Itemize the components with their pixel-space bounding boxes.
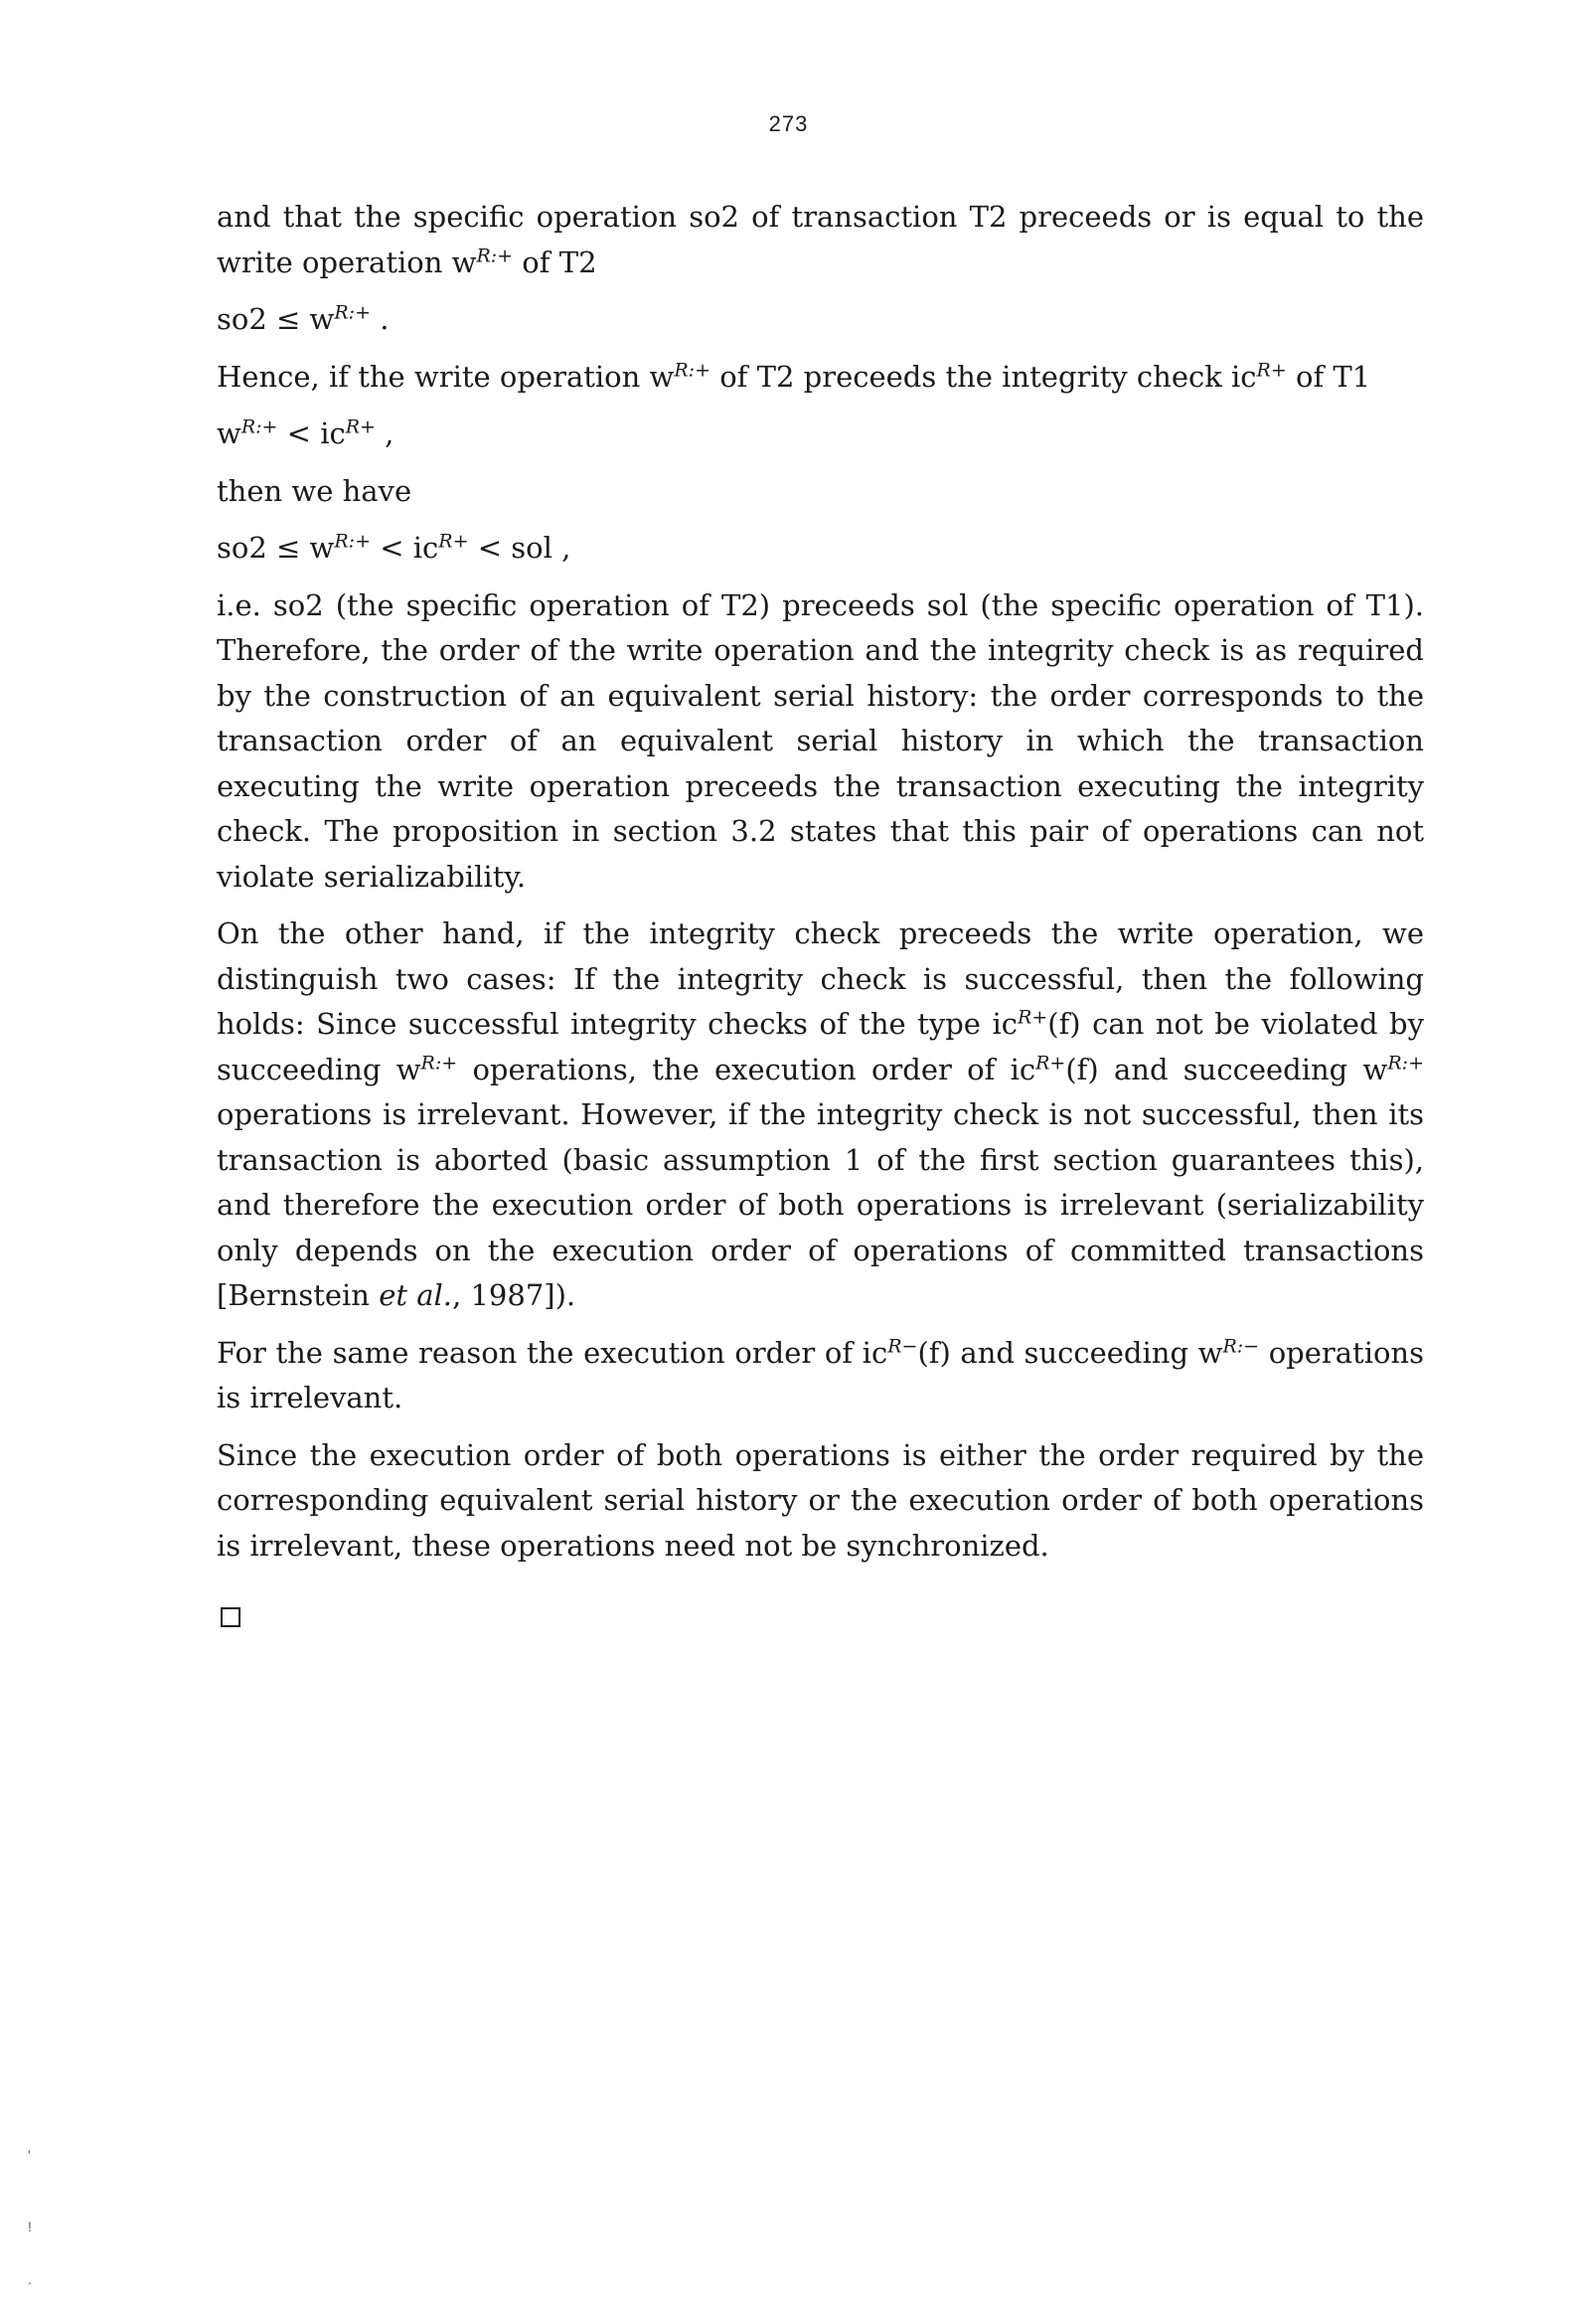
- text-segment: (f) and succeeding w: [1065, 1052, 1388, 1086]
- paragraph-5: [217, 912, 1424, 1319]
- superscript: R+: [1256, 358, 1287, 381]
- text-segment: For the same reason the execution order of ic: [217, 1335, 888, 1370]
- superscript: R+: [1018, 1006, 1048, 1029]
- text-segment: of T2 preceeds the integrity check ic: [710, 359, 1257, 394]
- text-segment: , 1987]).: [452, 1278, 576, 1312]
- paragraph-6: [217, 1331, 1424, 1421]
- equation-1: [217, 297, 1424, 343]
- superscript: R:−: [1222, 1334, 1260, 1357]
- text-segment: operations is irrelevant. However, if the integrity check is not successful, then its transaction is aborted (basic assumption 1 of the first section guarantees this), and therefore the execution order of both operations is irrelevant (serializability only depends on the execution order of operations of committed transactions [Bernstein: [217, 1097, 1424, 1312]
- text-segment: On the other hand, if the integrity check preceeds the write operation, we distinguish two cases: If the integrity check is successful, then the following holds: Since successful integrity checks of the type ic: [217, 916, 1424, 1041]
- paragraph-7: Since the execution order of both operations is either the order required by the corresponding equivalent serial history or the execution order of both operations is irrelevant, these operations need not be synchronized.: [217, 1437, 1424, 1563]
- superscript: R+: [345, 415, 376, 438]
- citation-italic: et al.: [379, 1278, 453, 1312]
- superscript: R:+: [476, 244, 514, 266]
- text-segment: .: [371, 302, 390, 336]
- superscript: R:+: [1387, 1051, 1424, 1074]
- superscript: R:+: [240, 415, 278, 438]
- text-segment: ,: [375, 416, 394, 450]
- body-text: [217, 195, 1424, 1580]
- margin-mark: ': [28, 2147, 31, 2163]
- page-number: 273: [768, 111, 809, 136]
- text-segment: so2 ≤ w: [217, 302, 335, 336]
- text-segment: and that the specific operation so2 of transaction T2 preceeds or is equal to the write operation w: [217, 200, 1424, 279]
- superscript: R:+: [334, 530, 371, 553]
- paragraph-2: [217, 355, 1424, 401]
- superscript: R:+: [334, 301, 371, 324]
- text-segment: so2 ≤ w: [217, 531, 335, 565]
- text-segment: w: [217, 416, 241, 450]
- paragraph-3: then we have: [217, 473, 412, 508]
- text-segment: of T1: [1286, 359, 1371, 394]
- text-segment: of T2: [513, 245, 597, 279]
- superscript: R−: [887, 1334, 918, 1357]
- paragraph-1: [217, 195, 1424, 285]
- text-segment: operations, the execution order of ic: [457, 1052, 1036, 1086]
- equation-3: [217, 526, 1424, 572]
- superscript: R:+: [420, 1051, 458, 1074]
- text-segment: < sol ,: [468, 531, 571, 565]
- text-segment: operations is irrelevant.: [217, 1335, 1424, 1414]
- superscript: R:+: [674, 358, 710, 381]
- text-segment: < ic: [277, 416, 346, 450]
- text-segment: < ic: [371, 531, 439, 565]
- equation-2: [217, 412, 1424, 457]
- text-segment: Hence, if the write operation w: [217, 359, 675, 394]
- superscript: R+: [1035, 1051, 1066, 1074]
- superscript: R+: [438, 530, 469, 553]
- text-segment: (f) and succeeding w: [917, 1335, 1223, 1370]
- margin-mark: .: [28, 2271, 32, 2287]
- paragraph-4: i.e. so2 (the specific operation of T2) preceeds sol (the specific operation of T1). Therefore, the order of the write operation and the integrity check is as required by the construction of an equivalent serial history: the order corresponds to the transaction order of an equivalent serial history in which the transaction executing the write operation preceeds the transaction executing the integrity check. The proposition in section 3.2 states that this pair of operations can not violate serializability.: [217, 587, 1424, 894]
- margin-mark: !: [28, 2219, 32, 2235]
- qed-square-icon: [221, 1607, 240, 1627]
- text-segment: (f) can not be violated by succeeding w: [217, 1007, 1424, 1086]
